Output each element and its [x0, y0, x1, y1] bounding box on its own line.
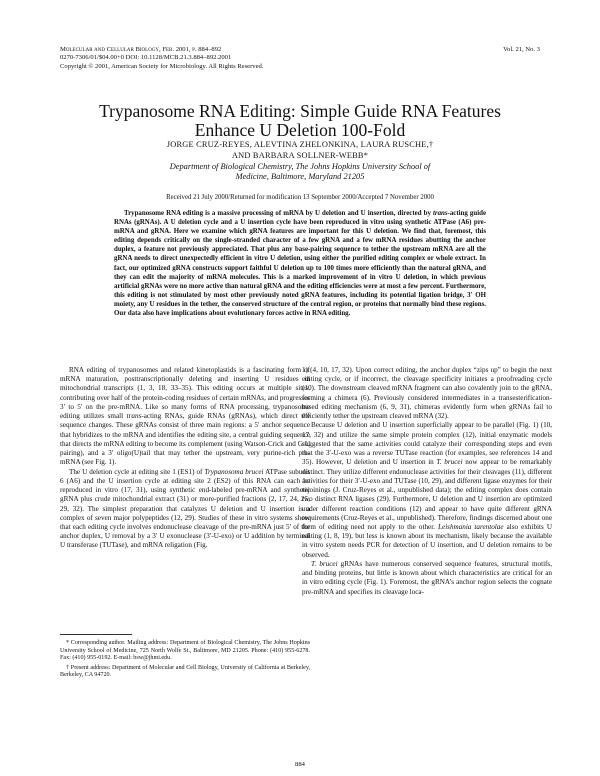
footnotes	[60, 640, 310, 680]
affiliation-line-1: Department of Biological Chemistry, The Johns Hopkins University School of	[169, 162, 431, 171]
body-paragraph	[302, 560, 552, 597]
body-column-right	[302, 366, 552, 597]
abstract	[114, 209, 486, 318]
paragraph-text: -acting RNAs, guide RNAs (gRNAs), which direct the sequence changes. These gRNAs consist of three main regions: a 5′ anchor sequence that hybridizes to the mRNA and identifies the editing site, a central guiding sequence that directs the mRNA editing to become its complement (using Watson-Crick and G:U pairing), and a 3′ oligo(U)tail that may tether the upstream, very purine-rich pre-mRNA (see Fig. 1).	[60, 412, 311, 467]
body-paragraph	[302, 421, 552, 560]
body-column-left	[60, 366, 310, 551]
affiliation-line-2: Medicine, Baltimore, Maryland 21205	[235, 172, 365, 181]
body-paragraph	[60, 366, 310, 468]
present-address-footnote: † Present address: Department of Molecular and Cell Biology, University of California at Berkeley, Berkeley, CA 94720.	[60, 664, 310, 679]
authors-line-2: AND BARBARA SOLLNER-WEBB*	[231, 150, 369, 160]
corresponding-author-footnote: * Corresponding author. Mailing address: Department of Biological Chemistry, The Johns Hopkins University School of Medicine, 725 North Wolfe St., Baltimore, MD 21205. Phone: (410) 955-6278. Fax: (410) 955-0192. E-mail: bsw@jhmi.edu.	[60, 640, 310, 662]
paragraph-text: also exhibits U editing (1, 8, 19), but less is known about its mechanism, likely because the available in vitro system needs PCR for detection of U insertion, and U deletion remains to be observed.	[302, 522, 552, 559]
authors-line-1: JORGE CRUZ-REYES, ALEVTINA ZHELONKINA, LAURA RUSCHE,†	[166, 140, 434, 149]
title-line-1: Trypanosome RNA Editing: Simple Guide RNA Features	[99, 101, 501, 121]
title-line-2: Enhance U Deletion 100-Fold	[194, 120, 406, 140]
paragraph-text: Because U deletion and U insertion superficially appear to be parallel (Fig. 1) (10, 17, 32) and utilize the same simple protein complex (12), initial enzymatic models suggested that the same activities could catalyze their corresponding steps and even that the 3′-U-exo was a reverse TUTase reaction (for examples, see references 14 and 35). However, U deletion and U insertion in	[302, 421, 552, 467]
paragraph-text: 1) (4, 10, 17, 32). Upon correct editing, the anchor duplex “zips up” to begin the next editing cycle, or if incorrect, the cleavage specificity initiates a proofreading cycle (10). The downstream cleaved mRNA fragment can also covalently join to the gRNA, forming a chimera (6). Previously considered intermediates in a transesterification-based editing mechanism (6, 9, 31), chimeras evidently form when gRNAs fail to efficiently tether the upstream cleaved mRNA (32).	[302, 366, 552, 421]
footnote-divider	[60, 634, 132, 635]
volume-issue: Vol. 21, No. 3	[503, 46, 540, 53]
affiliation	[150, 162, 450, 182]
page-number: 884	[295, 761, 305, 768]
copyright-line: Copyright © 2001, American Society for Microbiology. All Rights Reserved.	[60, 62, 264, 70]
italic-term: trans	[126, 412, 142, 421]
received-dates: Received 21 July 2000/Returned for modification 13 September 2000/Accepted 7 November 2000	[166, 194, 434, 201]
paragraph-text: ATPase subunit 6 (A6) and the U insertion cycle at editing site 2 (ES2) of this RNA can each be reproduced in vitro (17, 31), using synthetic end-labeled pre-mRNA and synthetic gRNA plus crude mitochondrial extract (31) or more-purified fractions (2, 17, 24, 25, 29, 32). The simplest preparation that catalyzes U deletion and U insertion is a complex of seven major polypeptides (12, 29). Studies of these in vitro systems show that each editing cycle involves endonuclease cleavage of the pre-mRNA just 5′ of the anchor duplex, U removal by a 3′ U exonuclease (3′-U-exo) or U addition by terminal U transferase (TUTase), and mRNA religation (Fig.	[60, 467, 310, 550]
running-header	[60, 46, 263, 71]
issn-doi-line: 0270-7306/01/$04.00+0 DOI: 10.1128/MCB.21.3.884–892.2001	[60, 54, 232, 62]
body-paragraph	[60, 468, 310, 551]
abstract-text-2: -acting guide RNAs (gRNAs). A U deletion cycle and a U insertion cycle have been reproduced in vitro using synthetic ATPase (A6) pre-mRNA and gRNA. Here we examine which gRNA features are important for this U deletion. We find that, foremost, this editing depends critically on the single-stranded character of a few gRNA and a few mRNA residues abutting the anchor duplex, a feature not previously appreciated. That plus any base-pairing sequence to tether the upstream mRNA are all the gRNA needs to direct unexpectedly efficient in vitro U deletion, using either the purified editing complex or whole extract. In fact, our optimized gRNA constructs support faithful U deletion up to 100 times more efficiently than the natural gRNA, and they can edit the majority of mRNA molecules. This is a marked improvement of in vitro U deletion, in which previous artificial gRNAs were no more active than natural gRNA and the editing efficiencies were at most a few percent. Furthermore, this editing is not stimulated by most other previously noted gRNA features, including its potential ligation bridge, 3′ OH moiety, any U residues in the tether, the conserved structure of the central region, or proteins that normally bind these regions. Our data also have implications about evolutionary forces active in RNA editing.	[114, 210, 486, 318]
paragraph-text: RNA editing of trypanosomes and related kinetoplastids is a fascinating form of mRNA maturation, posttranscriptionally deleting and inserting U residues in mitochondrial transcripts (1, 3, 18, 33–35). This editing occurs at multiple sites, contributing over half of the protein-coding residues of certain mRNAs, and progresses 3′ to 5′ on the pre-mRNA. Like so many forms of RNA processing, trypanosome editing utilizes small	[60, 366, 310, 421]
article-title	[0, 102, 600, 140]
paragraph-text: The U deletion cycle at editing site 1 (ES1) of	[69, 467, 205, 476]
species-name: T. brucei	[436, 458, 463, 467]
author-list	[0, 140, 600, 161]
abstract-trans-term: trans	[432, 210, 448, 217]
species-name: Leishmania tarentolae	[438, 522, 504, 531]
abstract-text-1: Trypanosome RNA editing is a massive processing of mRNA by U deletion and U insertion, directed by	[124, 210, 433, 217]
species-name: T. brucei	[311, 559, 338, 568]
species-name: Trypanosoma brucei	[204, 467, 264, 476]
journal-line: Molecular and Cellular Biology, Feb. 2001, p. 884–892	[60, 46, 222, 53]
paragraph-text: now appear to be remarkably distinct. They utilize different endonuclease activities for their cleavages (11), different activities for their 3′-U-exo and TUTase (10, 29), and different ligase enzymes for their rejoinings (J. Cruz-Reyes et al., unpublished data); the editing complex does contain two distinct RNA ligases (29). Furthermore, U deletion and U insertion are optimized under different reaction conditions (12) and appear to have quite different gRNA requirements (Cruz-Reyes et al., unpublished). Therefore, findings discerned about one form of editing need not apply to the other.	[302, 458, 552, 531]
paragraph-text: gRNAs have numerous conserved sequence features, structural motifs, and binding proteins, but little is known about which characteristics are critical for an in vitro editing cycle (Fig. 1). Foremost, the gRNA’s anchor region selects the cognate pre-mRNA and specifies its cleavage loca-	[302, 559, 552, 596]
body-paragraph	[302, 366, 552, 421]
